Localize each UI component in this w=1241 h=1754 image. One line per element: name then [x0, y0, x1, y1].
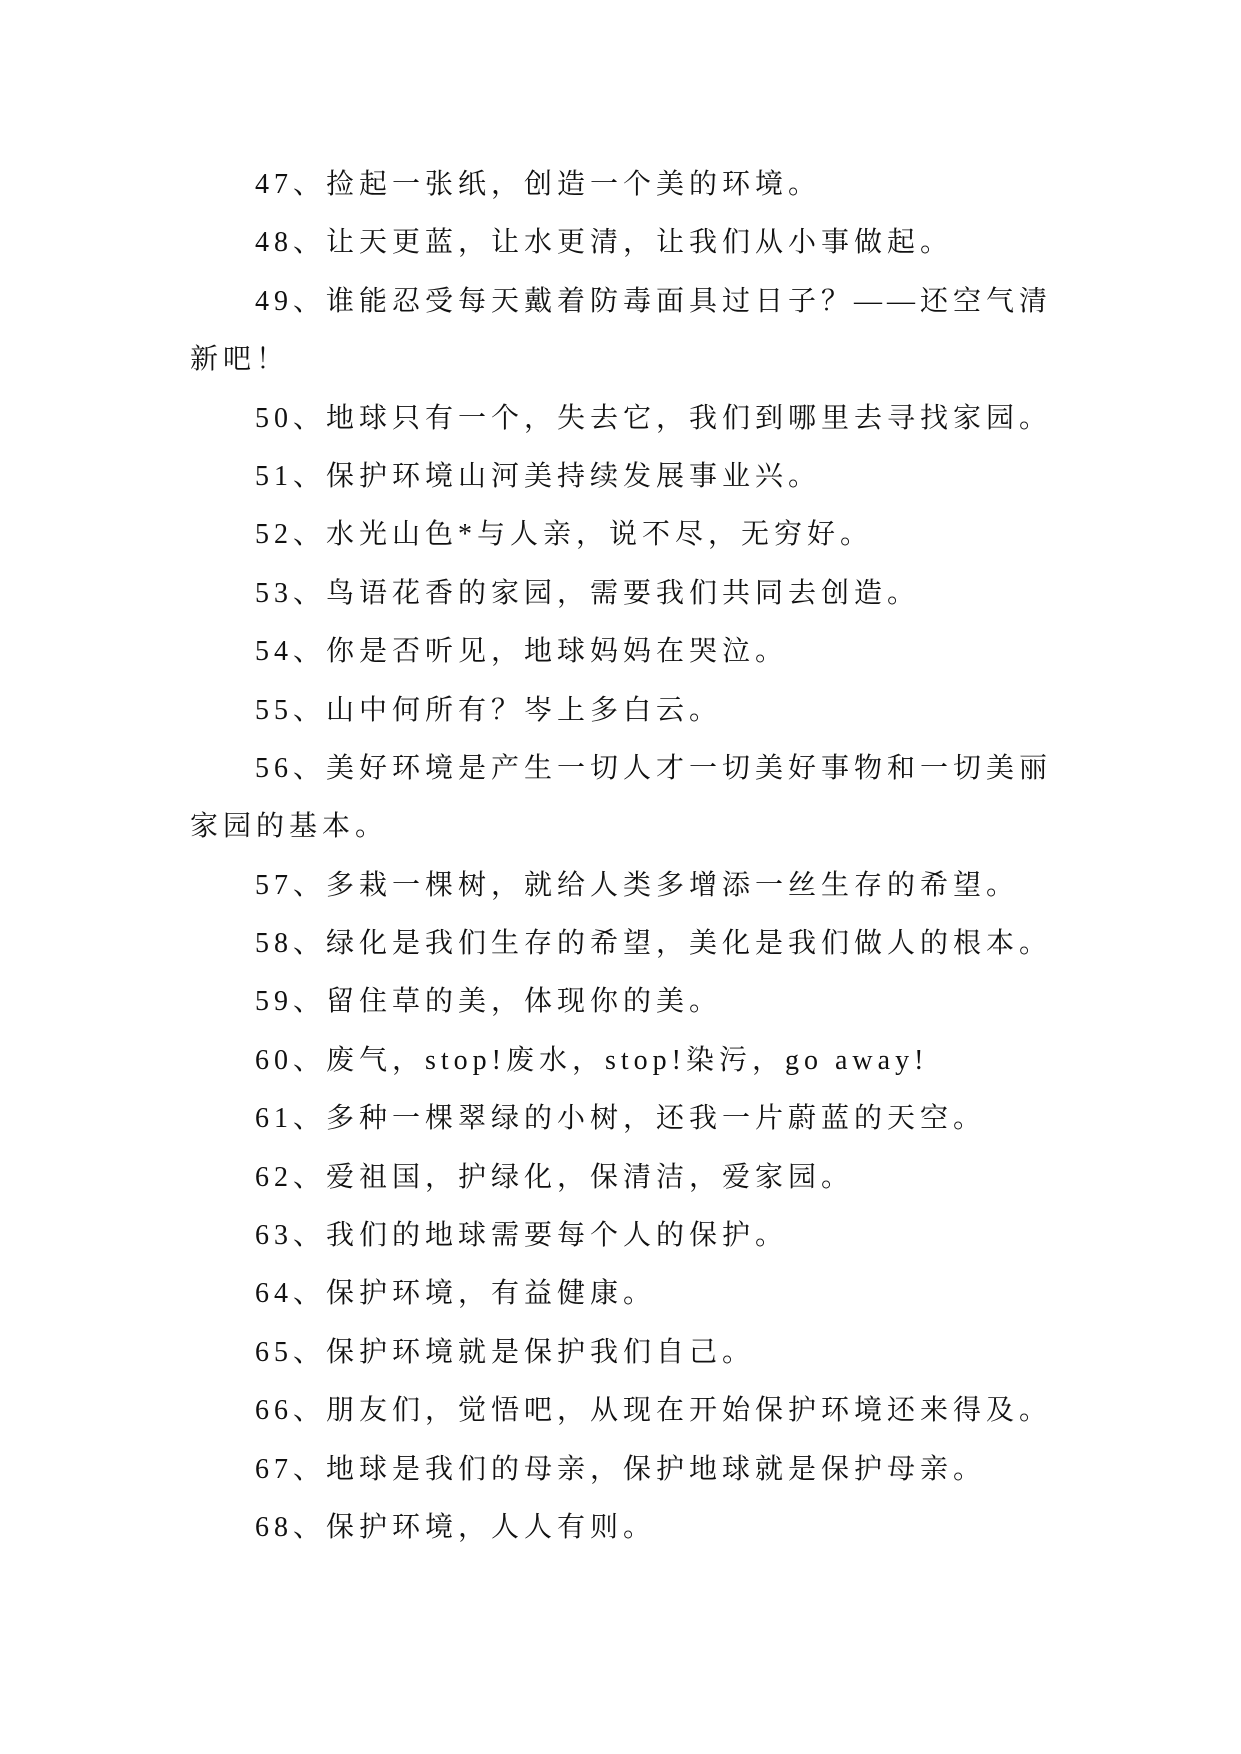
- slogan-line: 54、你是否听见，地球妈妈在哭泣。: [255, 636, 789, 668]
- slogan-item-52: [190, 506, 1090, 564]
- slogan-line: 59、留住草的美，体现你的美。: [255, 986, 723, 1018]
- slogan-line: 66、朋友们，觉悟吧，从现在开始保护环境还来得及。: [255, 1395, 1053, 1427]
- slogan-line: 60、废气，stop!废水，stop!染污，go away!: [255, 1044, 929, 1076]
- slogan-line-continuation: 家园的基本。: [190, 811, 389, 843]
- slogan-list: [190, 156, 1090, 1557]
- slogan-line: 53、鸟语花香的家园，需要我们共同去创造。: [255, 577, 921, 609]
- slogan-item-56: [190, 740, 1090, 857]
- slogan-item-68: [190, 1499, 1090, 1557]
- slogan-line: 65、保护环境就是保护我们自己。: [255, 1336, 756, 1368]
- slogan-item-57: [190, 857, 1090, 915]
- slogan-item-64: [190, 1265, 1090, 1323]
- slogan-item-59: [190, 973, 1090, 1031]
- slogan-line: 58、绿化是我们生存的希望，美化是我们做人的根本。: [255, 928, 1053, 960]
- slogan-line: 51、保护环境山河美持续发展事业兴。: [255, 460, 822, 492]
- slogan-item-48: [190, 214, 1090, 272]
- slogan-line: 48、让天更蓝，让水更清，让我们从小事做起。: [255, 227, 954, 259]
- slogan-line: 57、多栽一棵树，就给人类多增添一丝生存的希望。: [255, 869, 1020, 901]
- slogan-item-53: [190, 565, 1090, 623]
- slogan-line: 62、爱祖国，护绿化，保清洁，爱家园。: [255, 1161, 855, 1193]
- slogan-item-65: [190, 1324, 1090, 1382]
- slogan-item-50: [190, 390, 1090, 448]
- slogan-line: 49、谁能忍受每天戴着防毒面具过日子？——还空气清: [255, 285, 1053, 317]
- slogan-line: 50、地球只有一个，失去它，我们到哪里去寻找家园。: [255, 402, 1053, 434]
- slogan-line: 68、保护环境，人人有则。: [255, 1511, 657, 1543]
- slogan-item-49: [190, 273, 1090, 390]
- slogan-item-51: [190, 448, 1090, 506]
- slogan-line: 67、地球是我们的母亲，保护地球就是保护母亲。: [255, 1453, 987, 1485]
- slogan-item-54: [190, 623, 1090, 681]
- slogan-item-67: [190, 1441, 1090, 1499]
- slogan-item-63: [190, 1207, 1090, 1265]
- slogan-item-60: [190, 1032, 1090, 1090]
- slogan-item-58: [190, 915, 1090, 973]
- slogan-item-55: [190, 682, 1090, 740]
- slogan-line: 64、保护环境，有益健康。: [255, 1278, 657, 1310]
- slogan-line: 56、美好环境是产生一切人才一切美好事物和一切美丽: [255, 752, 1053, 784]
- slogan-line: 55、山中何所有？岑上多白云。: [255, 694, 723, 726]
- slogan-item-61: [190, 1090, 1090, 1148]
- slogan-item-62: [190, 1149, 1090, 1207]
- slogan-line: 52、水光山色*与人亲，说不尽，无穷好。: [255, 519, 874, 551]
- slogan-line: 61、多种一棵翠绿的小树，还我一片蔚蓝的天空。: [255, 1103, 987, 1135]
- slogan-line: 63、我们的地球需要每个人的保护。: [255, 1220, 789, 1252]
- slogan-item-47: [190, 156, 1090, 214]
- slogan-line-continuation: 新吧！: [190, 344, 290, 376]
- slogan-line: 47、捡起一张纸，创造一个美的环境。: [255, 169, 822, 200]
- slogan-item-66: [190, 1382, 1090, 1440]
